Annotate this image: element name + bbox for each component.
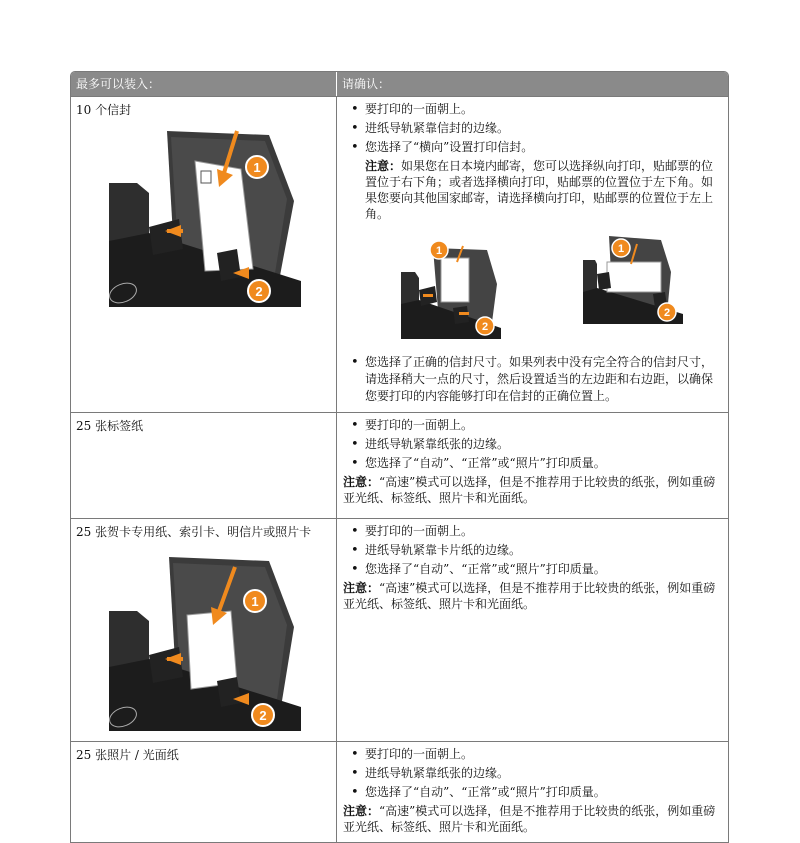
note-photo-paper — [343, 803, 722, 835]
table-row-labels — [71, 412, 728, 518]
callout-2-icon — [248, 280, 270, 302]
list-item: • 进纸导轨紧靠信封的边缘。 — [351, 120, 722, 137]
header-confirm: 请确认： — [342, 77, 391, 91]
header-max-load: 最多可以装入： — [71, 72, 337, 96]
note-text: “高速”模式可以选择，但是不推荐用于比较贵的纸张，例如重磅亚光纸、标签纸、照片卡和光面纸。 — [343, 581, 716, 611]
table-header — [71, 72, 728, 96]
note-cards — [343, 580, 722, 612]
confirm-cell-cards — [337, 519, 728, 741]
confirm-cell-photo-paper — [337, 742, 728, 842]
svg-text:2: 2 — [481, 321, 489, 333]
list-item: • 进纸导轨紧靠卡片纸的边缘。 — [351, 542, 722, 559]
load-label-labels: 25 张标签纸 — [76, 419, 144, 433]
load-label-cards: 25 张贺卡专用纸、索引卡、明信片或照片卡 — [76, 525, 312, 539]
landscape-envelope-illustration — [583, 234, 683, 324]
confirm-cell-labels — [337, 413, 728, 518]
load-label-envelopes: 10 个信封 — [76, 103, 132, 117]
paper-loading-table — [70, 71, 729, 843]
load-cell-cards — [71, 519, 337, 741]
note-text: “高速”模式可以选择，但是不推荐用于比较贵的纸张，例如重磅亚光纸、标签纸、照片卡和光面纸。 — [343, 475, 716, 505]
list-item: • 要打印的一面朝上。 — [351, 523, 722, 540]
list-item: • 要打印的一面朝上。 — [351, 417, 722, 434]
callout-1-icon — [246, 156, 268, 178]
svg-text:1: 1 — [251, 594, 259, 609]
list-item: • 您选择了“自动”、“正常”或“照片”打印质量。 — [351, 784, 722, 801]
load-cell-envelopes — [71, 97, 337, 412]
svg-text:2: 2 — [255, 284, 263, 299]
note-text: “高速”模式可以选择，但是不推荐用于比较贵的纸张，例如重磅亚光纸、标签纸、照片卡和光面纸。 — [343, 804, 716, 834]
list-item: • 您选择了正确的信封尺寸。如果列表中没有完全符合的信封尺寸，请选择稍大一点的尺寸，然后设置适当的左边距和右边距，以确保您要打印的内容能够打印在信封的正确位置上。 — [351, 354, 722, 405]
list-item: • 您选择了“自动”、“正常”或“照片”打印质量。 — [351, 561, 722, 578]
list-item: • 进纸导轨紧靠纸张的边缘。 — [351, 765, 722, 782]
svg-text:2: 2 — [259, 708, 267, 723]
note-label: 注意： — [343, 804, 380, 818]
table-row-photo-paper — [71, 741, 728, 842]
note-label: 注意： — [343, 475, 380, 489]
svg-text:1: 1 — [253, 160, 261, 175]
note-label: 注意： — [343, 581, 380, 595]
list-item: • 进纸导轨紧靠纸张的边缘。 — [351, 436, 722, 453]
card-loading-illustration — [109, 551, 301, 731]
note-labels — [343, 474, 722, 506]
load-label-photo-paper: 25 张照片 / 光面纸 — [76, 748, 179, 762]
envelope-orientation-illustrations — [343, 224, 722, 354]
callout-2-icon — [252, 704, 274, 726]
svg-text:1: 1 — [617, 243, 625, 255]
load-cell-labels — [71, 413, 337, 518]
table-row-cards — [71, 518, 728, 741]
load-cell-photo-paper — [71, 742, 337, 842]
envelope-loading-illustration — [109, 121, 301, 307]
list-item: • 您选择了“横向”设置打印信封。 — [351, 139, 722, 156]
portrait-envelope-illustration — [401, 234, 501, 339]
confirm-cell-envelopes — [337, 97, 728, 412]
note-envelopes — [343, 158, 722, 222]
list-item: • 要打印的一面朝上。 — [351, 746, 722, 763]
callout-1-icon — [244, 590, 266, 612]
list-item: • 您选择了“自动”、“正常”或“照片”打印质量。 — [351, 455, 722, 472]
note-label: 注意： — [365, 159, 402, 173]
list-item: • 要打印的一面朝上。 — [351, 101, 722, 118]
table-row-envelopes — [71, 96, 728, 412]
svg-text:2: 2 — [663, 307, 671, 319]
svg-text:1: 1 — [435, 245, 443, 257]
note-text: 如果您在日本境内邮寄，您可以选择纵向打印，贴邮票的位置位于右下角；或者选择横向打印，贴邮票的位置位于左下角。如果您要向其他国家邮寄，请选择横向打印，贴邮票的位置位于左上角。 — [365, 159, 714, 221]
